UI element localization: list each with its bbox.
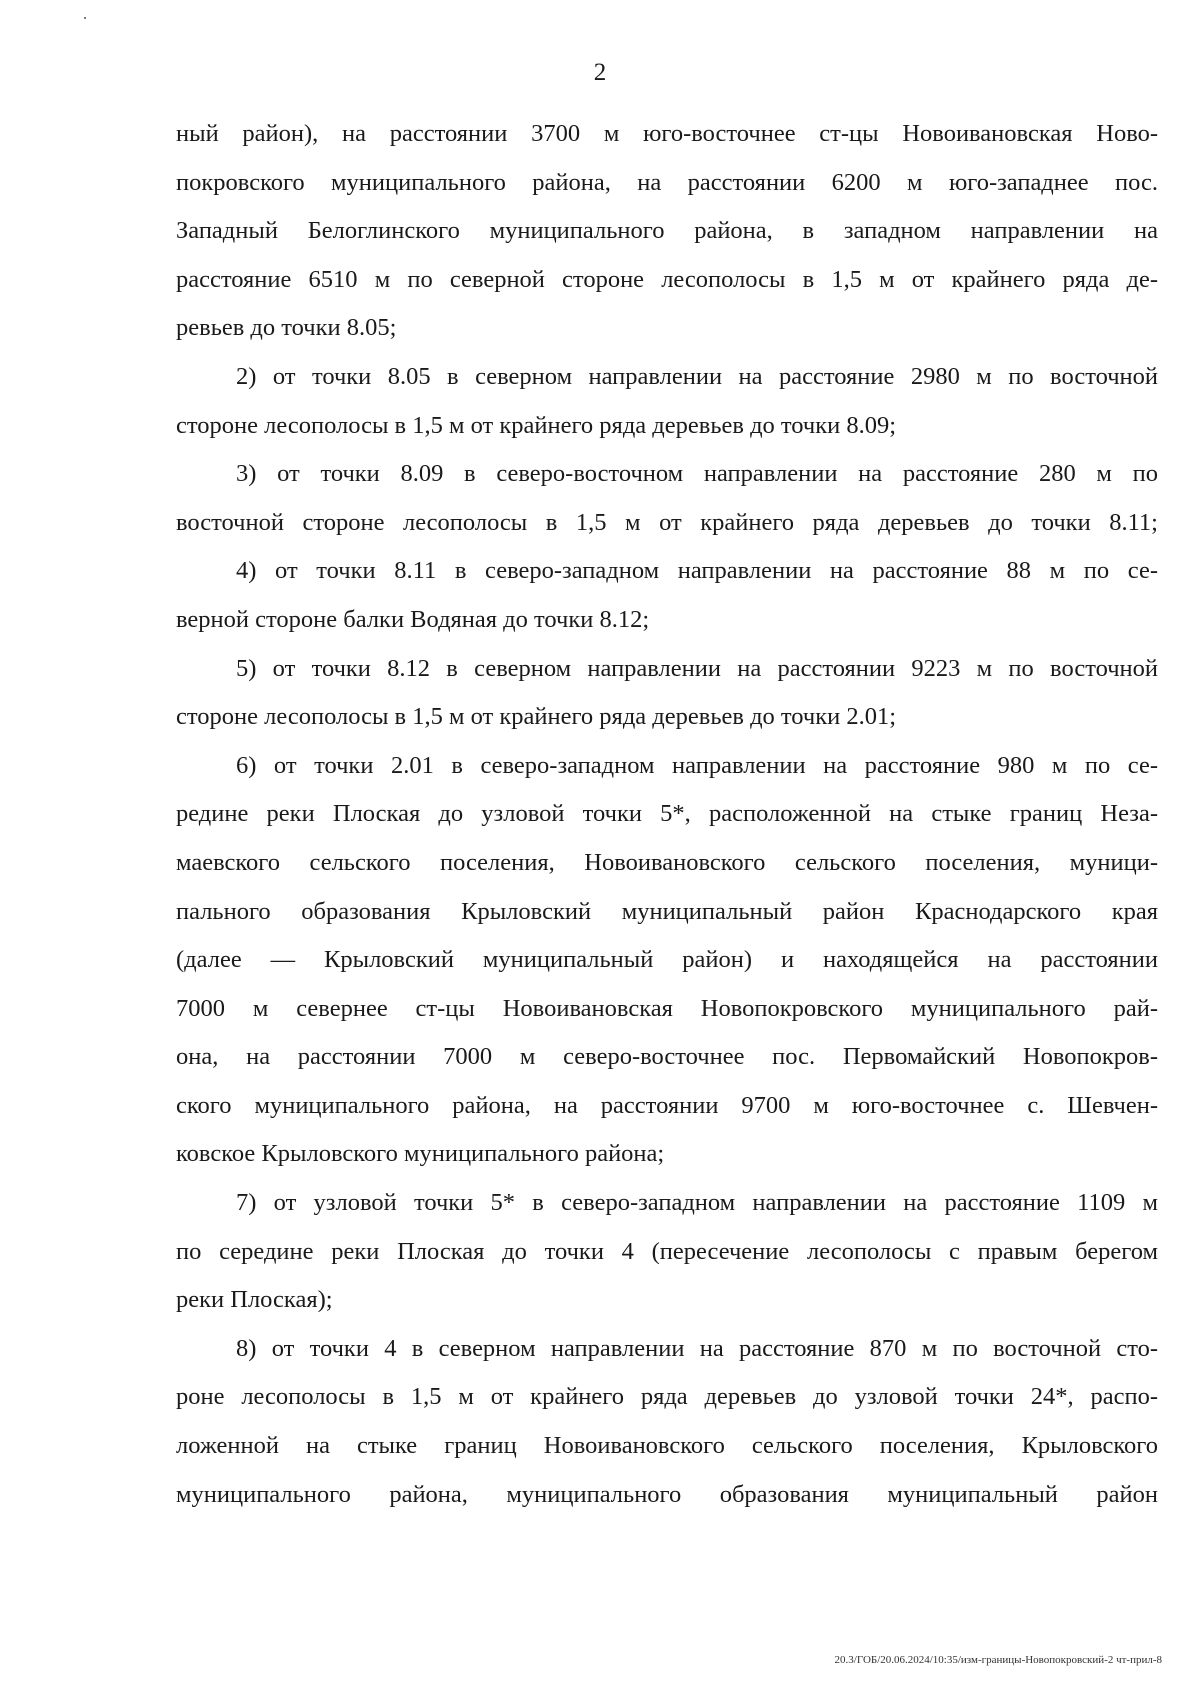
document-footer-code: 20.3/ГОБ/20.06.2024/10:35/изм-границы-Новопокровский-2 чт-прил-8 xyxy=(834,1654,1162,1666)
text-line: 6) от точки 2.01 в северо-западном направлении на расстояние 980 м по се- xyxy=(236,751,1158,779)
text-line: расстояние 6510 м по северной стороне лесополосы в 1,5 м от крайнего ряда де- xyxy=(176,265,1158,293)
scan-speck xyxy=(84,17,86,19)
text-line: ковское Крыловского муниципального района; xyxy=(176,1140,665,1168)
text-line: 5) от точки 8.12 в северном направлении на расстоянии 9223 м по восточной xyxy=(236,654,1158,682)
paragraph-5 xyxy=(176,645,1158,742)
text-line: 4) от точки 8.11 в северо-западном направлении на расстояние 88 м по се- xyxy=(236,557,1158,585)
text-line: 7000 м севернее ст-цы Новоивановская Новопокровского муниципального рай- xyxy=(176,994,1158,1022)
text-line: 8) от точки 4 в северном направлении на расстояние 870 м по восточной сто- xyxy=(236,1334,1158,1362)
text-line: покровского муниципального района, на расстоянии 6200 м юго-западнее пос. xyxy=(176,168,1158,196)
paragraph-8 xyxy=(176,1325,1158,1519)
text-line: стороне лесополосы в 1,5 м от крайнего ряда деревьев до точки 8.09; xyxy=(176,411,897,439)
text-line: реки Плоская); xyxy=(176,1286,333,1314)
text-line: роне лесополосы в 1,5 м от крайнего ряда деревьев до узловой точки 24*, распо- xyxy=(176,1383,1158,1411)
text-line: она, на расстоянии 7000 м северо-восточнее пос. Первомайский Новопокров- xyxy=(176,1043,1158,1071)
text-line: ского муниципального района, на расстоянии 9700 м юго-восточнее с. Шевчен- xyxy=(176,1091,1158,1119)
text-line: ревьев до точки 8.05; xyxy=(176,314,397,342)
text-line: ный район), на расстоянии 3700 м юго-восточнее ст-цы Новоивановская Ново- xyxy=(176,120,1158,147)
text-line: 2) от точки 8.05 в северном направлении на расстояние 2980 м по восточной xyxy=(236,362,1158,390)
text-line: маевского сельского поселения, Новоивановского сельского поселения, муници- xyxy=(176,848,1158,876)
paragraph-6 xyxy=(176,742,1158,1179)
text-line: Западный Белоглинского муниципального района, в западном направлении на xyxy=(176,217,1158,245)
paragraph-4 xyxy=(176,547,1158,644)
page-number: 2 xyxy=(593,59,607,86)
paragraph-7 xyxy=(176,1179,1158,1325)
paragraph-1 xyxy=(176,110,1158,353)
text-line: пального образования Крыловский муниципальный район Краснодарского края xyxy=(176,897,1158,925)
document-body xyxy=(176,110,1158,1519)
text-line: ложенной на стыке границ Новоивановского сельского поселения, Крыловского xyxy=(176,1432,1158,1460)
text-line: (далее — Крыловский муниципальный район) и находящейся на расстоянии xyxy=(176,946,1158,974)
text-line: муниципального района, муниципального образования муниципальный район xyxy=(176,1480,1158,1508)
text-line: восточной стороне лесополосы в 1,5 м от крайнего ряда деревьев до точки 8.11; xyxy=(176,508,1158,536)
text-line: по середине реки Плоская до точки 4 (пересечение лесополосы с правым берегом xyxy=(176,1237,1158,1265)
text-line: верной стороне балки Водяная до точки 8.12; xyxy=(176,605,650,633)
text-line: стороне лесополосы в 1,5 м от крайнего ряда деревьев до точки 2.01; xyxy=(176,703,897,731)
text-line: 7) от узловой точки 5* в северо-западном направлении на расстояние 1109 м xyxy=(236,1189,1158,1217)
text-line: редине реки Плоская до узловой точки 5*, расположенной на стыке границ Неза- xyxy=(176,800,1158,828)
paragraph-3 xyxy=(176,450,1158,547)
text-line: 3) от точки 8.09 в северо-восточном направлении на расстояние 280 м по xyxy=(236,460,1158,488)
paragraph-2 xyxy=(176,353,1158,450)
